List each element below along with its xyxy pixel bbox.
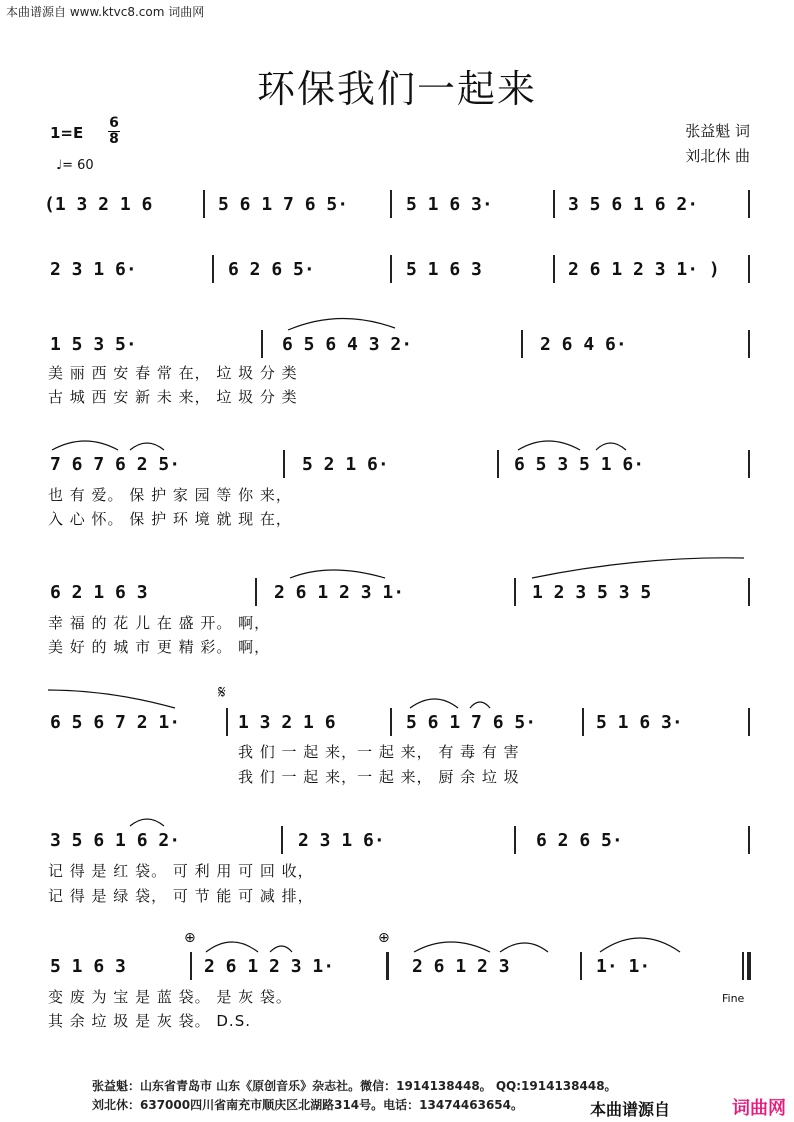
slur xyxy=(48,690,175,708)
measure-notes: 6 5 6 7 2 1· xyxy=(50,712,181,733)
measure-notes: 1 3 2 1 6 xyxy=(238,712,336,733)
measure-notes: (1 3 2 1 6 xyxy=(44,194,153,215)
slur xyxy=(532,558,744,578)
measure-notes: 3 5 6 1 6 2· xyxy=(568,194,699,215)
measure-notes: 6 2 6 5· xyxy=(228,259,315,280)
slur xyxy=(470,702,490,708)
measure-notes: 6 5 6 4 3 2· xyxy=(282,334,413,355)
measure-notes: 2 6 1 2 3 xyxy=(412,956,510,977)
measure-notes: 1 2 3 5 3 5 xyxy=(532,582,652,603)
segno-sign: 𝄋 xyxy=(218,682,226,703)
slur xyxy=(518,441,580,450)
slur xyxy=(270,946,292,952)
key-signature: 1=E xyxy=(50,124,84,142)
slur xyxy=(206,942,258,952)
measure-notes: 5 1 6 3 xyxy=(406,259,482,280)
measure-notes: 6 5 3 5 1 6· xyxy=(514,454,645,475)
measure-notes: 2 3 1 6· xyxy=(50,259,137,280)
coda-sign: ⊕ xyxy=(378,930,390,946)
measure-notes: 5 2 1 6· xyxy=(302,454,389,475)
slur xyxy=(410,699,458,708)
watermark-logo: 词曲网 xyxy=(732,1098,786,1119)
measure-notes: 5 1 6 3 xyxy=(50,956,126,977)
measure-notes: 2 6 1 2 3 1· xyxy=(204,956,335,977)
lyric-line-verse1: 我 们 一 起 来，一 起 来， 有 毒 有 害 xyxy=(238,743,520,761)
measure-notes: 5 6 1 7 6 5· xyxy=(406,712,537,733)
song-title: 环保我们一起来 xyxy=(256,67,537,111)
lyric-line-verse2: 其 余 垃 圾 是 灰 袋。 D.S. xyxy=(48,1012,251,1030)
measure-notes: 2 6 1 2 3 1· ) xyxy=(568,259,720,280)
slur xyxy=(414,942,490,952)
lyric-line-verse1: 幸 福 的 花 儿 在 盛 开。 啊， xyxy=(48,614,271,632)
footer-composer-contact: 刘北休：637000四川省南充市顺庆区北湖路314号。电话：13474463654。 xyxy=(92,1098,523,1112)
measure-notes: 6 2 1 6 3 xyxy=(50,582,148,603)
fine-marking: Fine xyxy=(722,992,745,1005)
slur xyxy=(288,318,395,330)
header-source: 本曲谱源自 www.ktvc8.com 词曲网 xyxy=(6,5,205,19)
composer-credit: 刘北休 曲 xyxy=(685,147,750,165)
measure-notes: 5 6 1 7 6 5· xyxy=(218,194,349,215)
lyric-line-verse2: 入 心 怀。 保 护 环 境 就 现 在， xyxy=(48,510,292,528)
lyric-line-verse1: 记 得 是 红 袋。 可 利 用 可 回 收， xyxy=(48,862,314,880)
tempo-marking: ♩= 60 xyxy=(56,158,94,173)
meter-top: 6 xyxy=(109,115,119,131)
lyric-line-verse1: 也 有 爱。 保 护 家 园 等 你 来， xyxy=(48,486,292,504)
lyric-line-verse2: 美 好 的 城 市 更 精 彩。 啊， xyxy=(48,638,271,656)
meter-bottom: 8 xyxy=(109,131,119,147)
measure-notes: 2 6 4 6· xyxy=(540,334,627,355)
measure-notes: 5 1 6 3· xyxy=(406,194,493,215)
lyric-line-verse1: 美 丽 西 安 春 常 在， 垃 圾 分 类 xyxy=(48,364,298,382)
slur xyxy=(600,938,680,952)
measure-notes: 6 2 6 5· xyxy=(536,830,623,851)
slur xyxy=(500,943,548,952)
measure-notes: 5 1 6 3· xyxy=(596,712,683,733)
measure-notes: 7 6 7 6 2 5· xyxy=(50,454,181,475)
measure-notes: 3 5 6 1 6 2· xyxy=(50,830,181,851)
measure-notes: 2 3 1 6· xyxy=(298,830,385,851)
lyric-line-verse2: 我 们 一 起 来，一 起 来， 厨 余 垃 圾 xyxy=(238,768,520,786)
lyric-line-verse2: 记 得 是 绿 袋， 可 节 能 可 减 排， xyxy=(48,887,314,905)
lyric-line-verse1: 变 废 为 宝 是 蓝 袋。 是 灰 袋。 xyxy=(48,988,292,1006)
footer-lyricist-contact: 张益魁：山东省青岛市 山东《原创音乐》杂志社。微信：1914138448。 QQ:1914138448。 xyxy=(92,1079,617,1093)
measure-notes: 1 5 3 5· xyxy=(50,334,137,355)
slur xyxy=(130,443,164,450)
measure-notes: 1· 1· xyxy=(596,956,651,977)
slur xyxy=(130,819,164,826)
measure-notes: 2 6 1 2 3 1· xyxy=(274,582,405,603)
slur xyxy=(290,570,385,578)
lyric-line-verse2: 古 城 西 安 新 未 来， 垃 圾 分 类 xyxy=(48,388,298,406)
lyricist-credit: 张益魁 词 xyxy=(685,122,750,140)
watermark-source: 本曲谱源自 xyxy=(590,1100,671,1119)
slur xyxy=(52,441,118,450)
coda-sign: ⊕ xyxy=(184,930,196,946)
slur xyxy=(596,443,626,450)
